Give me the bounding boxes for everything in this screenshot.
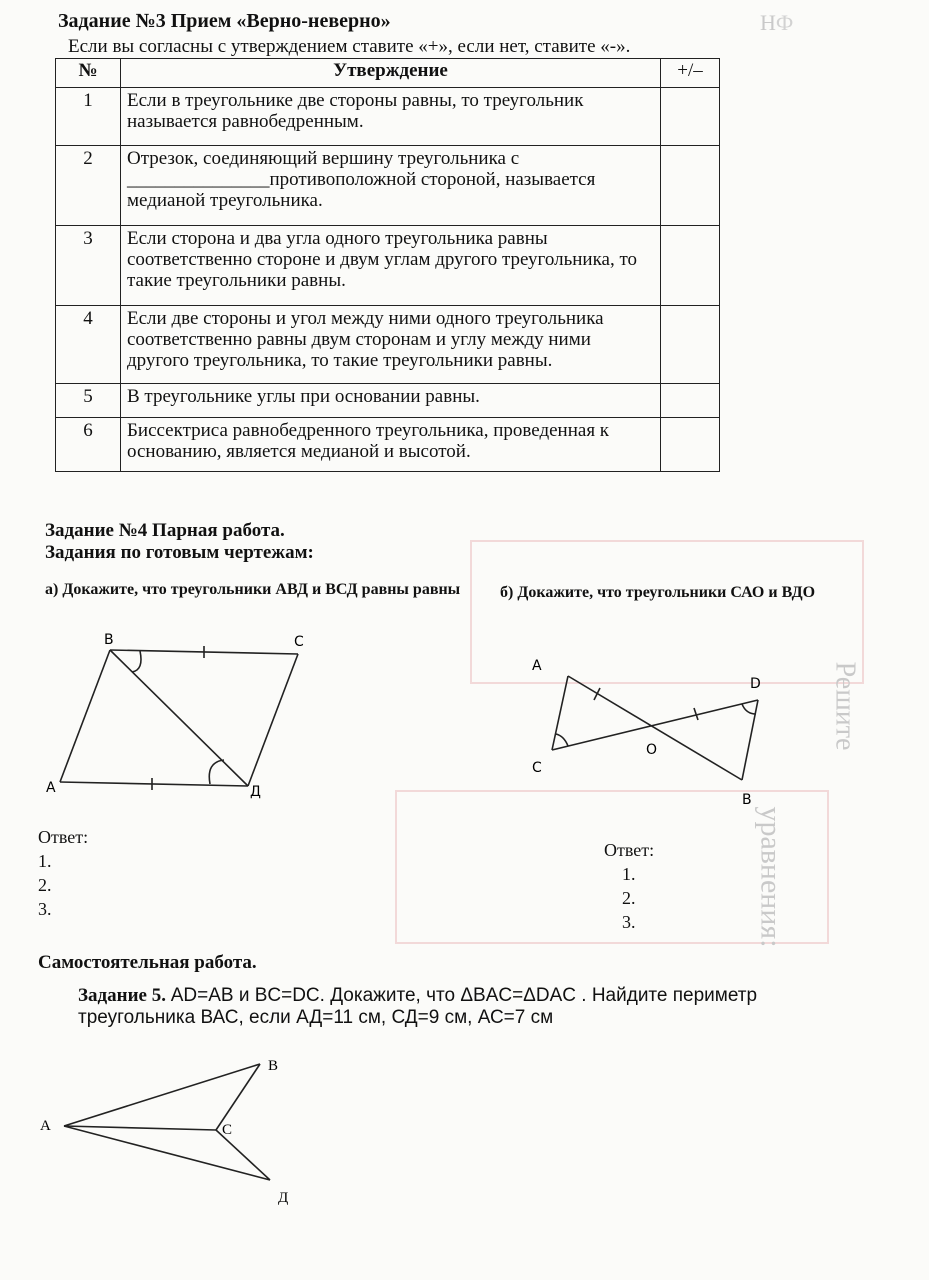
row-number: 5: [56, 384, 121, 418]
table-row: [56, 418, 720, 472]
row-statement: Если две стороны и угол между ними одного треугольника соответственно равны двум сторонам и углу между ними другого треугольника, то такие треугольники равны.: [121, 306, 661, 384]
row-statement: Биссектриса равнобедренного треугольника, проведенная к основанию, является медианой и высотой.: [121, 418, 661, 472]
self-work-title: Самостоятельная работа.: [38, 952, 257, 973]
segment-db: [742, 700, 758, 780]
segment-ac: [64, 1126, 216, 1130]
answer-cell[interactable]: [661, 384, 720, 418]
label-a: А: [532, 658, 542, 674]
row-statement: Отрезок, соединяющий вершину треугольника с _______________противоположной стороной, называется медианой треугольника.: [121, 146, 661, 226]
figure-parallelogram: [40, 630, 320, 805]
label-a: А: [40, 1118, 51, 1134]
row-number: 2: [56, 146, 121, 226]
answer-cell[interactable]: [661, 418, 720, 472]
figure-arrowhead: [30, 1050, 310, 1210]
angle-arc-d: [209, 760, 224, 784]
angle-arc-c: [556, 734, 568, 746]
label-d: D: [750, 676, 761, 692]
table-row: [56, 146, 720, 226]
row-number: 1: [56, 88, 121, 146]
task4-part-a: а) Докажите, что треугольники АВД и ВСД равны равны: [45, 581, 461, 598]
label-b: В: [104, 632, 114, 648]
diagonal-bd: [110, 650, 248, 786]
row-statement: Если в треугольнике две стороны равны, то треугольник называется равнобедренным.: [121, 88, 661, 146]
task3-title: Задание №3 Прием «Верно-неверно»: [58, 10, 391, 32]
answer-block-b: [604, 838, 654, 934]
label-a: А: [46, 780, 56, 796]
header-num: №: [56, 59, 121, 88]
task4-subtitle: Задания по готовым чертежам:: [45, 542, 314, 563]
label-c: С: [222, 1122, 233, 1138]
task5-block: [78, 985, 858, 1029]
side-ad: [60, 782, 248, 786]
answer-line[interactable]: 2.: [622, 888, 636, 908]
answer-cell[interactable]: [661, 146, 720, 226]
label-b: В: [268, 1058, 279, 1074]
row-number: 3: [56, 226, 121, 306]
table-header-row: [56, 59, 720, 88]
side-cd: [248, 654, 298, 786]
segment-bc: [216, 1064, 260, 1130]
answer-block-a: [38, 825, 88, 921]
header-statement: Утверждение: [121, 59, 661, 88]
answer-line[interactable]: 1.: [622, 864, 636, 884]
label-c: С: [294, 634, 304, 650]
true-false-table: [55, 58, 720, 472]
answer-label: Ответ:: [604, 840, 655, 860]
bleed-through-text: Решите: [829, 661, 861, 751]
task4-title: Задание №4 Парная работа.: [45, 520, 285, 541]
segment-ac: [552, 676, 568, 750]
angle-arc-b: [132, 651, 141, 672]
answer-line[interactable]: 1.: [38, 851, 52, 871]
answer-cell[interactable]: [661, 306, 720, 384]
side-ab: [60, 650, 110, 782]
task5-text: AD=AB и BC=DC. Докажите, что ΔBAC=ΔDAC . Найдите периметр треугольника ВАС, если АД=11 см, СД=9 см, АС=7 см: [78, 985, 758, 1028]
label-o: O: [646, 742, 658, 758]
label-b: B: [742, 792, 752, 808]
row-statement: В треугольнике углы при основании равны.: [121, 384, 661, 418]
answer-cell[interactable]: [661, 88, 720, 146]
table-row: [56, 226, 720, 306]
segment-ad: [64, 1126, 270, 1180]
answer-line[interactable]: 2.: [38, 875, 52, 895]
row-number: 6: [56, 418, 121, 472]
row-number: 4: [56, 306, 121, 384]
label-c: C: [532, 760, 542, 776]
answer-cell[interactable]: [661, 226, 720, 306]
row-statement: Если сторона и два угла одного треугольника равны соответственно стороне и двум углам другого треугольника, то такие треугольники равны.: [121, 226, 661, 306]
table-row: [56, 88, 720, 146]
table-row: [56, 384, 720, 418]
header-mark: +/–: [661, 59, 720, 88]
segment-ab: [568, 676, 742, 780]
table-row: [56, 306, 720, 384]
answer-line[interactable]: 3.: [622, 912, 636, 932]
bleed-through-text: уравнения:: [754, 806, 788, 948]
answer-label: Ответ:: [38, 827, 89, 847]
label-d: Д: [278, 1190, 289, 1206]
task3-instruction: Если вы согласны с утверждением ставите «+», если нет, ставите «-».: [68, 36, 631, 57]
angle-arc-d: [742, 704, 756, 714]
bleed-through-text: НФ: [760, 10, 794, 35]
task4-part-b: б) Докажите, что треугольники САО и ВДО: [500, 584, 816, 601]
answer-line[interactable]: 3.: [38, 899, 52, 919]
label-d: Д: [250, 784, 261, 800]
task5-label: Задание 5.: [78, 985, 166, 1006]
figure-crossing-triangles: [520, 650, 780, 810]
segment-ab: [64, 1064, 260, 1126]
